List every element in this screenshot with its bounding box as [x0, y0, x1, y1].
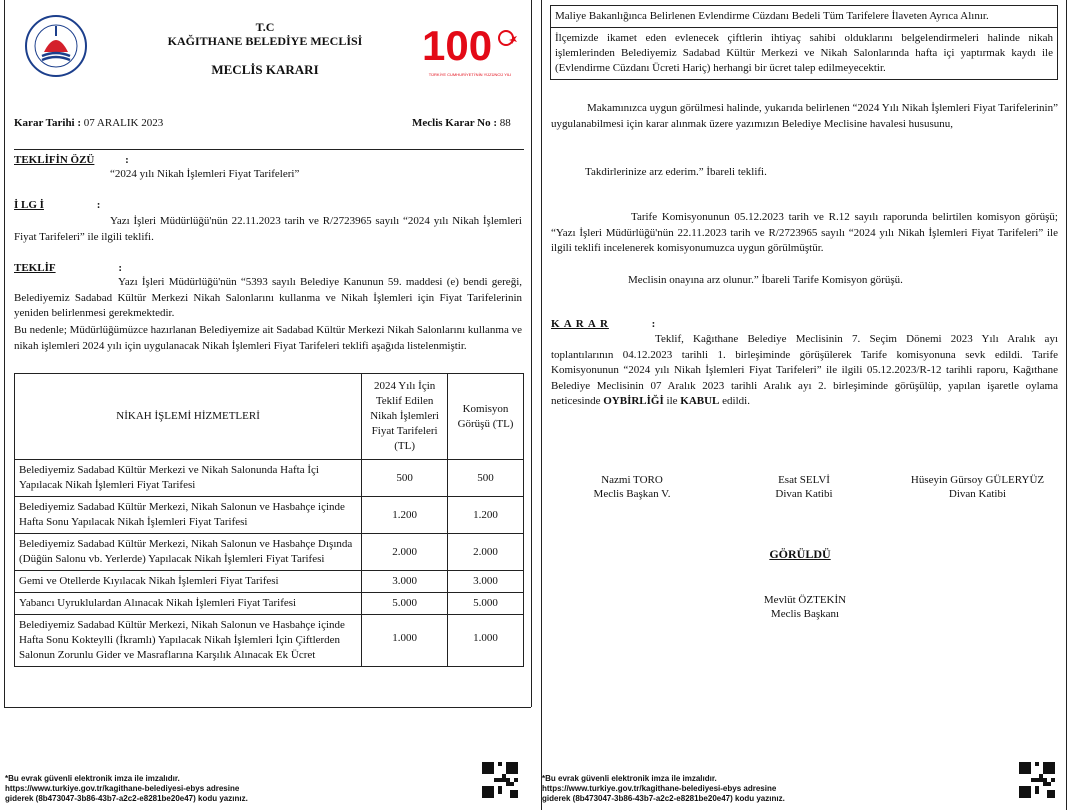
ozu-heading-row — [14, 153, 129, 167]
ilgi-heading-row — [14, 198, 100, 212]
approval-block — [730, 593, 880, 621]
table-row — [15, 534, 524, 571]
centennial-caption: TÜRKİYE CUMHURİYETİ'NİN YÜZÜNCÜ YILI — [428, 72, 512, 77]
ozu-text: “2024 yılı Nikah İşlemleri Fiyat Tarifeleri” — [110, 168, 300, 180]
left-qr-code-icon — [482, 762, 518, 798]
karar-colon: : — [651, 318, 656, 330]
table-row — [15, 497, 524, 534]
karar-accepted: KABUL — [680, 395, 720, 407]
karar-text-body: Teklif, Kağıthane Belediye Meclisinin 7. Seçim Dönemi 2023 Yılı Aralık ayı toplantılarının 04.12.2023 tarihli 1. birleşiminde görüşülerek Tarife komisyonuna sevk edildi. Tarife Komisyonunun “2024 yılı Nikah İşlemleri Fiyat Tarifeleri” ile ilgili 05.12.2023/R-12 tarihli raporu, Kağıthane Belediye Meclisinin 07 Aralık 2023 tarihli Aralık ayı 2. birleşiminde görüşülüp, yapılan işaretle oylama neticesinde — [551, 333, 1058, 407]
tariff-table — [14, 373, 524, 667]
signature-block — [572, 473, 692, 501]
page-divider — [541, 0, 542, 810]
right-para-2: Takdirlerinize arz ederim.” İbareli teklifi. — [585, 166, 767, 178]
ozu-colon: : — [125, 154, 129, 166]
service-cell: Yabancı Uyruklulardan Alınacak Nikah İşlemleri Fiyat Tarifesi — [15, 593, 362, 615]
meta-separator — [14, 149, 524, 150]
teklif-colon: : — [118, 262, 122, 274]
decision-number — [412, 116, 511, 130]
table-row — [15, 460, 524, 497]
ilgi-text: Yazı İşleri Müdürlüğü'nün 22.11.2023 tarih ve R/2723965 sayılı “2024 yılı Nikah İşlemleri Fiyat Tarifeleri” ile ilgili teklifi. — [14, 215, 522, 243]
right-para-1: Makamınızca uygun görülmesi halinde, yukarıda belirlenen “2024 Yılı Nikah İşlemleri Fiyat Tarifelerinin” uygulanabilmesi için karar alınmak üzere yazımızın Belediye Meclisine havalesi hususunu, — [551, 102, 1058, 130]
teklif-heading-row — [14, 261, 122, 275]
commission-cell: 1.200 — [448, 497, 524, 534]
number-label: Meclis Karar No : — [412, 117, 498, 129]
karar-ile: ile — [666, 395, 678, 407]
col-header-proposed: 2024 Yılı İçin Teklif Edilen Nikah İşlemleri Fiyat Tarifeleri (TL) — [362, 374, 448, 460]
ilgi-heading: İ LG İ — [14, 199, 44, 211]
right-footer — [542, 774, 842, 804]
header-council: KAĞITHANE BELEDİYE MECLİSİ — [167, 34, 363, 48]
decision-date — [14, 116, 163, 130]
proposed-cell: 5.000 — [362, 593, 448, 615]
right-para-3: Tarife Komisyonunun 05.12.2023 tarih ve R.12 sayılı raporunda belirtilen komisyon görüşü; “Yazı İşleri Müdürlüğü'nün 22.11.2023 tarih ve R/2723965 sayılı “2024 yılı Nikah İşlemleri Fiyat Tarifeleri” ile ilgili teklifi incelenerek komisyonumuzca uygun görülmüştür. — [551, 211, 1058, 254]
left-page-border-right — [531, 0, 532, 707]
proposed-cell: 2.000 — [362, 534, 448, 571]
col-header-service: NİKAH İŞLEMİ HİZMETLERİ — [15, 374, 362, 460]
footer-line-2: https://www.turkiye.gov.tr/kagithane-belediyesi-ebys adresine — [542, 784, 777, 793]
signature-name: Hüseyin Gürsoy GÜLERYÜZ — [910, 474, 1045, 486]
karar-heading: K A R A R — [551, 318, 609, 330]
table-row — [15, 615, 524, 667]
service-cell: Belediyemiz Sadabad Kültür Merkezi, Nikah Salonun ve Hasbahçe içinde Hafta Sonu Yapılacak Nikah İşlemleri Fiyat Tarifesi — [15, 497, 362, 534]
table-row — [15, 593, 524, 615]
commission-cell: 5.000 — [448, 593, 524, 615]
note-1: Maliye Bakanlığınca Belirlenen Evlendirme Cüzdanı Bedeli Tüm Tarifelere İlaveten Ayrıca Alınır. — [551, 6, 1058, 28]
service-cell: Gemi ve Otellerde Kıyılacak Nikah İşlemleri Fiyat Tarifesi — [15, 571, 362, 593]
proposed-cell: 3.000 — [362, 571, 448, 593]
teklif-heading: TEKLİF — [14, 262, 56, 274]
footer-line-1: *Bu evrak güvenli elektronik imza ile imzalıdır. — [5, 774, 180, 783]
proposed-cell: 1.200 — [362, 497, 448, 534]
karar-text — [551, 332, 1058, 410]
karar-end: edildi. — [722, 395, 750, 407]
teklif-text: Yazı İşleri Müdürlüğü'nün “5393 sayılı Belediye Kanunun 59. maddesi (e) bendi gereği, Belediyemiz Sadabad Kültür Merkezi Nikah Salonlarını kullanma ve Nikah İşlemleri için Fiyat Tarifelerinin yeniden belirlenmesi gerekmektedir. — [14, 276, 522, 319]
table-header-row — [15, 374, 524, 460]
signature-block — [895, 473, 1060, 501]
date-label: Karar Tarihi : — [14, 117, 82, 129]
signature-name: Esat SELVİ — [778, 474, 830, 486]
karar-unanimous: OYBİRLİĞİ — [603, 395, 664, 407]
header-tc: T.C — [255, 20, 275, 34]
footer-line-2: https://www.turkiye.gov.tr/kagithane-belediyesi-ebys adresine — [5, 784, 240, 793]
service-cell: Belediyemiz Sadabad Kültür Merkezi, Nikah Salonun ve Hasbahçe içinde Hafta Sonu Kokteylli (İkramlı) Yapılacak Nikah İşlemleri İçin Çiftlerden Salonun Zorunlu Gider ve Masraflarına Karşılık Alınacak Ek Ücret — [15, 615, 362, 667]
ilgi-colon: : — [96, 199, 101, 211]
signature-title: Divan Katibi — [775, 488, 833, 500]
number-value: 88 — [499, 117, 511, 129]
signature-title: Meclis Başkan V. — [593, 488, 671, 500]
footer-line-1: *Bu evrak güvenli elektronik imza ile imzalıdır. — [542, 774, 717, 783]
date-value: 07 ARALIK 2023 — [83, 117, 164, 129]
approval-heading: GÖRÜLDÜ — [769, 547, 831, 561]
left-page-border-bottom — [4, 707, 531, 708]
centennial-number: 100 — [422, 22, 493, 66]
footer-line-3: giderek (8b473047-3b86-43b7-a2c2-e8281be20e47) kodu yazınız. — [5, 794, 248, 803]
karar-heading-row — [551, 317, 655, 331]
approval-name: Mevlüt ÖZTEKİN — [763, 594, 847, 606]
signature-name: Nazmi TORO — [601, 474, 663, 486]
note-row — [551, 6, 1058, 28]
header-doc-title: MECLİS KARARI — [211, 62, 319, 77]
notes-table — [550, 5, 1058, 80]
commission-cell: 3.000 — [448, 571, 524, 593]
proposed-cell: 500 — [362, 460, 448, 497]
proposed-cell: 1.000 — [362, 615, 448, 667]
service-cell: Belediyemiz Sadabad Kültür Merkezi, Nikah Salonun ve Hasbahçe Dışında (Düğün Salonu vb. Yerlerde) Yapılacak Nikah İşlemleri Fiyat Tarifesi — [15, 534, 362, 571]
col-header-commission: Komisyon Görüşü (TL) — [448, 374, 524, 460]
footer-line-3: giderek (8b473047-3b86-43b7-a2c2-e8281be20e47) kodu yazınız. — [542, 794, 785, 803]
signature-title: Divan Katibi — [948, 488, 1007, 500]
right-qr-code-icon — [1019, 762, 1055, 798]
service-cell: Belediyemiz Sadabad Kültür Merkezi ve Nikah Salonunda Hafta İçi Yapılacak Nikah İşlemleri Fiyat Tarifesi — [15, 460, 362, 497]
table-row — [15, 571, 524, 593]
note-2: İlçemizde ikamet eden evlenecek çiftlerin ihtiyaç sahibi olduklarını belgelendirmeleri halinde nikah işlemlerinden Belediyemiz Sadabad Kültür Merkezi ve Nikah Salonlarında hafta içi yaptırmak kaydı ile (Evlendirme Cüzdanı Ücreti Hariç) herhangi bir ücret talep edilmeyecektir. — [551, 28, 1058, 80]
centennial-logo — [420, 20, 520, 75]
right-para-4: Meclisin onayına arz olunur.” İbareli Tarife Komisyon görüşü. — [628, 274, 903, 286]
left-page-border-left — [4, 0, 5, 707]
commission-cell: 500 — [448, 460, 524, 497]
teklif-text-2: Bu nedenle; Müdürlüğümüzce hazırlanan Belediyemize ait Sadabad Kültür Merkezi Nikah Salonlarını kullanma ve nikah işlemleri 2024 yılı için uygulanacak Nikah İşlemleri Fiyat Tarifeleri teklifi aşağıda listelenmiştir. — [14, 324, 522, 352]
note-row — [551, 28, 1058, 80]
commission-cell: 2.000 — [448, 534, 524, 571]
commission-cell: 1.000 — [448, 615, 524, 667]
approval-title: Meclis Başkanı — [770, 608, 840, 620]
signature-block — [744, 473, 864, 501]
right-page-border-right — [1066, 0, 1067, 810]
municipality-logo — [24, 14, 88, 78]
left-footer — [5, 774, 305, 804]
ozu-heading: TEKLİFİN ÖZÜ — [14, 154, 95, 166]
